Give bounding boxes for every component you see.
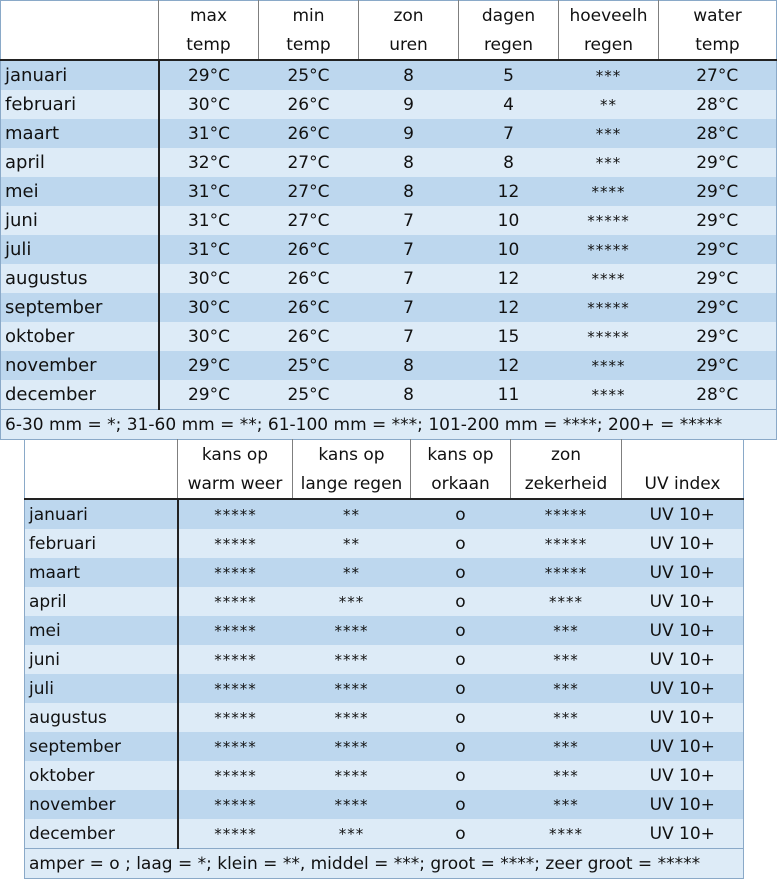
value-cell: 8 bbox=[359, 148, 459, 177]
value-cell: o bbox=[411, 761, 511, 790]
value-cell: 29°C bbox=[659, 351, 777, 380]
value-cell: 7 bbox=[359, 235, 459, 264]
value-cell: *** bbox=[511, 674, 622, 703]
value-cell: UV 10+ bbox=[622, 558, 744, 587]
value-cell: 26°C bbox=[259, 322, 359, 351]
header-row-2 bbox=[1, 30, 777, 60]
header-cell: zon bbox=[359, 1, 459, 31]
value-cell: ***** bbox=[178, 645, 293, 674]
month-cell: april bbox=[1, 148, 159, 177]
value-cell: 31°C bbox=[159, 206, 259, 235]
header-cell: min bbox=[259, 1, 359, 31]
value-cell: **** bbox=[511, 819, 622, 849]
value-cell: ***** bbox=[559, 235, 659, 264]
value-cell: 31°C bbox=[159, 235, 259, 264]
value-cell: **** bbox=[559, 177, 659, 206]
value-cell: 8 bbox=[359, 177, 459, 206]
value-cell: 28°C bbox=[659, 119, 777, 148]
table-row bbox=[25, 558, 744, 587]
month-cell: oktober bbox=[25, 761, 178, 790]
month-cell: juli bbox=[1, 235, 159, 264]
value-cell: *** bbox=[293, 587, 411, 616]
table-row bbox=[1, 119, 777, 148]
value-cell: ***** bbox=[511, 529, 622, 558]
table-row bbox=[1, 177, 777, 206]
value-cell: 29°C bbox=[659, 206, 777, 235]
value-cell: 30°C bbox=[159, 90, 259, 119]
value-cell: UV 10+ bbox=[622, 732, 744, 761]
month-cell: november bbox=[25, 790, 178, 819]
header-cell: max bbox=[159, 1, 259, 31]
value-cell: 29°C bbox=[659, 264, 777, 293]
value-cell: 29°C bbox=[159, 60, 259, 90]
header-cell: regen bbox=[459, 30, 559, 60]
value-cell: 30°C bbox=[159, 264, 259, 293]
value-cell: ***** bbox=[511, 499, 622, 529]
value-cell: ***** bbox=[178, 790, 293, 819]
header-cell: uren bbox=[359, 30, 459, 60]
value-cell: ***** bbox=[559, 293, 659, 322]
table-row bbox=[25, 616, 744, 645]
table-row bbox=[1, 322, 777, 351]
value-cell: 25°C bbox=[259, 60, 359, 90]
header-cell: hoeveelh bbox=[559, 1, 659, 31]
value-cell: o bbox=[411, 645, 511, 674]
month-cell: november bbox=[1, 351, 159, 380]
value-cell: UV 10+ bbox=[622, 645, 744, 674]
value-cell: *** bbox=[511, 732, 622, 761]
header-row-1 bbox=[1, 1, 777, 31]
value-cell: **** bbox=[293, 616, 411, 645]
value-cell: ***** bbox=[178, 703, 293, 732]
value-cell: 29°C bbox=[659, 177, 777, 206]
value-cell: 29°C bbox=[659, 148, 777, 177]
value-cell: 8 bbox=[359, 380, 459, 410]
header-corner bbox=[1, 30, 159, 60]
value-cell: *** bbox=[511, 790, 622, 819]
month-cell: september bbox=[25, 732, 178, 761]
table-row bbox=[25, 761, 744, 790]
value-cell: **** bbox=[293, 674, 411, 703]
value-cell: 26°C bbox=[259, 264, 359, 293]
table-row bbox=[1, 60, 777, 90]
value-cell: **** bbox=[293, 703, 411, 732]
value-cell: o bbox=[411, 790, 511, 819]
value-cell: ***** bbox=[178, 761, 293, 790]
value-cell: UV 10+ bbox=[622, 674, 744, 703]
value-cell: *** bbox=[511, 645, 622, 674]
value-cell: *** bbox=[293, 819, 411, 849]
month-cell: januari bbox=[1, 60, 159, 90]
value-cell: 11 bbox=[459, 380, 559, 410]
header-corner bbox=[1, 1, 159, 31]
table-row bbox=[25, 499, 744, 529]
value-cell: o bbox=[411, 587, 511, 616]
value-cell: 8 bbox=[359, 351, 459, 380]
value-cell: o bbox=[411, 529, 511, 558]
value-cell: 5 bbox=[459, 60, 559, 90]
month-cell: maart bbox=[25, 558, 178, 587]
value-cell: 10 bbox=[459, 206, 559, 235]
value-cell: **** bbox=[559, 351, 659, 380]
value-cell: ***** bbox=[511, 558, 622, 587]
value-cell: ***** bbox=[178, 732, 293, 761]
value-cell: 9 bbox=[359, 90, 459, 119]
table-row bbox=[1, 293, 777, 322]
header-cell: kans op bbox=[178, 440, 293, 470]
value-cell: ***** bbox=[559, 206, 659, 235]
value-cell: 25°C bbox=[259, 351, 359, 380]
value-cell: ** bbox=[293, 558, 411, 587]
table-row bbox=[1, 264, 777, 293]
month-cell: maart bbox=[1, 119, 159, 148]
rain-legend: 6-30 mm = *; 31-60 mm = **; 61-100 mm = ***; 101-200 mm = ****; 200+ = ***** bbox=[1, 410, 777, 440]
value-cell: 7 bbox=[459, 119, 559, 148]
value-cell: o bbox=[411, 819, 511, 849]
value-cell: UV 10+ bbox=[622, 761, 744, 790]
table-row bbox=[25, 674, 744, 703]
month-cell: februari bbox=[1, 90, 159, 119]
value-cell: ** bbox=[293, 499, 411, 529]
value-cell: ** bbox=[559, 90, 659, 119]
value-cell: *** bbox=[559, 60, 659, 90]
month-cell: april bbox=[25, 587, 178, 616]
table-row bbox=[25, 819, 744, 849]
value-cell: o bbox=[411, 499, 511, 529]
value-cell: 9 bbox=[359, 119, 459, 148]
table-row bbox=[25, 587, 744, 616]
value-cell: ** bbox=[293, 529, 411, 558]
month-cell: mei bbox=[25, 616, 178, 645]
value-cell: 7 bbox=[359, 322, 459, 351]
header-cell: temp bbox=[259, 30, 359, 60]
value-cell: 30°C bbox=[159, 322, 259, 351]
scale-legend: amper = o ; laag = *; klein = **, middel = ***; groot = ****; zeer groot = ***** bbox=[25, 849, 744, 879]
value-cell: 29°C bbox=[659, 293, 777, 322]
value-cell: o bbox=[411, 558, 511, 587]
header-cell: temp bbox=[659, 30, 777, 60]
value-cell: *** bbox=[559, 148, 659, 177]
header-cell: UV index bbox=[622, 469, 744, 499]
value-cell: **** bbox=[293, 645, 411, 674]
value-cell: o bbox=[411, 616, 511, 645]
value-cell: UV 10+ bbox=[622, 790, 744, 819]
header-cell bbox=[622, 440, 744, 470]
value-cell: 7 bbox=[359, 264, 459, 293]
value-cell: 7 bbox=[359, 293, 459, 322]
value-cell: **** bbox=[293, 790, 411, 819]
table-row bbox=[25, 790, 744, 819]
legend-row bbox=[1, 410, 777, 440]
table-row bbox=[1, 148, 777, 177]
month-cell: juni bbox=[1, 206, 159, 235]
value-cell: ***** bbox=[178, 529, 293, 558]
value-cell: 28°C bbox=[659, 380, 777, 410]
value-cell: UV 10+ bbox=[622, 499, 744, 529]
value-cell: 26°C bbox=[259, 293, 359, 322]
value-cell: ***** bbox=[178, 558, 293, 587]
header-cell: temp bbox=[159, 30, 259, 60]
value-cell: *** bbox=[511, 616, 622, 645]
header-cell: dagen bbox=[459, 1, 559, 31]
table-row bbox=[1, 351, 777, 380]
value-cell: 12 bbox=[459, 351, 559, 380]
header-cell: zon bbox=[511, 440, 622, 470]
value-cell: 31°C bbox=[159, 177, 259, 206]
value-cell: UV 10+ bbox=[622, 703, 744, 732]
table-row bbox=[1, 90, 777, 119]
value-cell: 26°C bbox=[259, 235, 359, 264]
header-corner bbox=[25, 440, 178, 470]
value-cell: ***** bbox=[178, 674, 293, 703]
header-cell: orkaan bbox=[411, 469, 511, 499]
value-cell: 8 bbox=[459, 148, 559, 177]
value-cell: ***** bbox=[559, 322, 659, 351]
header-cell: lange regen bbox=[293, 469, 411, 499]
month-cell: oktober bbox=[1, 322, 159, 351]
month-cell: februari bbox=[25, 529, 178, 558]
header-row-1 bbox=[25, 440, 744, 470]
month-cell: mei bbox=[1, 177, 159, 206]
header-cell: warm weer bbox=[178, 469, 293, 499]
table-row bbox=[25, 732, 744, 761]
table-row bbox=[1, 380, 777, 410]
value-cell: ***** bbox=[178, 587, 293, 616]
value-cell: 27°C bbox=[259, 148, 359, 177]
month-cell: juni bbox=[25, 645, 178, 674]
month-cell: december bbox=[1, 380, 159, 410]
month-cell: december bbox=[25, 819, 178, 849]
value-cell: **** bbox=[293, 761, 411, 790]
value-cell: 29°C bbox=[159, 351, 259, 380]
value-cell: ***** bbox=[178, 616, 293, 645]
value-cell: 29°C bbox=[659, 235, 777, 264]
value-cell: o bbox=[411, 732, 511, 761]
value-cell: 32°C bbox=[159, 148, 259, 177]
header-cell: regen bbox=[559, 30, 659, 60]
risk-table bbox=[24, 439, 744, 879]
month-cell: juli bbox=[25, 674, 178, 703]
header-cell: kans op bbox=[293, 440, 411, 470]
value-cell: 8 bbox=[359, 60, 459, 90]
month-cell: januari bbox=[25, 499, 178, 529]
month-cell: september bbox=[1, 293, 159, 322]
value-cell: 15 bbox=[459, 322, 559, 351]
value-cell: ***** bbox=[178, 819, 293, 849]
value-cell: 10 bbox=[459, 235, 559, 264]
table-row bbox=[25, 529, 744, 558]
table-row bbox=[1, 206, 777, 235]
value-cell: ***** bbox=[178, 499, 293, 529]
value-cell: 30°C bbox=[159, 293, 259, 322]
value-cell: o bbox=[411, 674, 511, 703]
table-row bbox=[25, 703, 744, 732]
value-cell: 12 bbox=[459, 293, 559, 322]
legend-row bbox=[25, 849, 744, 879]
header-cell: water bbox=[659, 1, 777, 31]
value-cell: **** bbox=[511, 587, 622, 616]
header-cell: zekerheid bbox=[511, 469, 622, 499]
value-cell: 12 bbox=[459, 177, 559, 206]
header-cell: kans op bbox=[411, 440, 511, 470]
value-cell: 25°C bbox=[259, 380, 359, 410]
value-cell: 26°C bbox=[259, 90, 359, 119]
value-cell: UV 10+ bbox=[622, 616, 744, 645]
value-cell: *** bbox=[511, 703, 622, 732]
value-cell: 7 bbox=[359, 206, 459, 235]
table-row bbox=[1, 235, 777, 264]
value-cell: 29°C bbox=[159, 380, 259, 410]
value-cell: **** bbox=[559, 264, 659, 293]
value-cell: 29°C bbox=[659, 322, 777, 351]
value-cell: 27°C bbox=[259, 206, 359, 235]
value-cell: UV 10+ bbox=[622, 529, 744, 558]
value-cell: **** bbox=[559, 380, 659, 410]
value-cell: 27°C bbox=[259, 177, 359, 206]
value-cell: o bbox=[411, 703, 511, 732]
month-cell: augustus bbox=[25, 703, 178, 732]
header-corner bbox=[25, 469, 178, 499]
value-cell: **** bbox=[293, 732, 411, 761]
value-cell: 26°C bbox=[259, 119, 359, 148]
value-cell: 31°C bbox=[159, 119, 259, 148]
value-cell: 27°C bbox=[659, 60, 777, 90]
value-cell: *** bbox=[559, 119, 659, 148]
climate-table bbox=[0, 0, 777, 440]
table-row bbox=[25, 645, 744, 674]
value-cell: UV 10+ bbox=[622, 819, 744, 849]
value-cell: 28°C bbox=[659, 90, 777, 119]
value-cell: UV 10+ bbox=[622, 587, 744, 616]
value-cell: 4 bbox=[459, 90, 559, 119]
value-cell: 12 bbox=[459, 264, 559, 293]
value-cell: *** bbox=[511, 761, 622, 790]
header-row-2 bbox=[25, 469, 744, 499]
month-cell: augustus bbox=[1, 264, 159, 293]
